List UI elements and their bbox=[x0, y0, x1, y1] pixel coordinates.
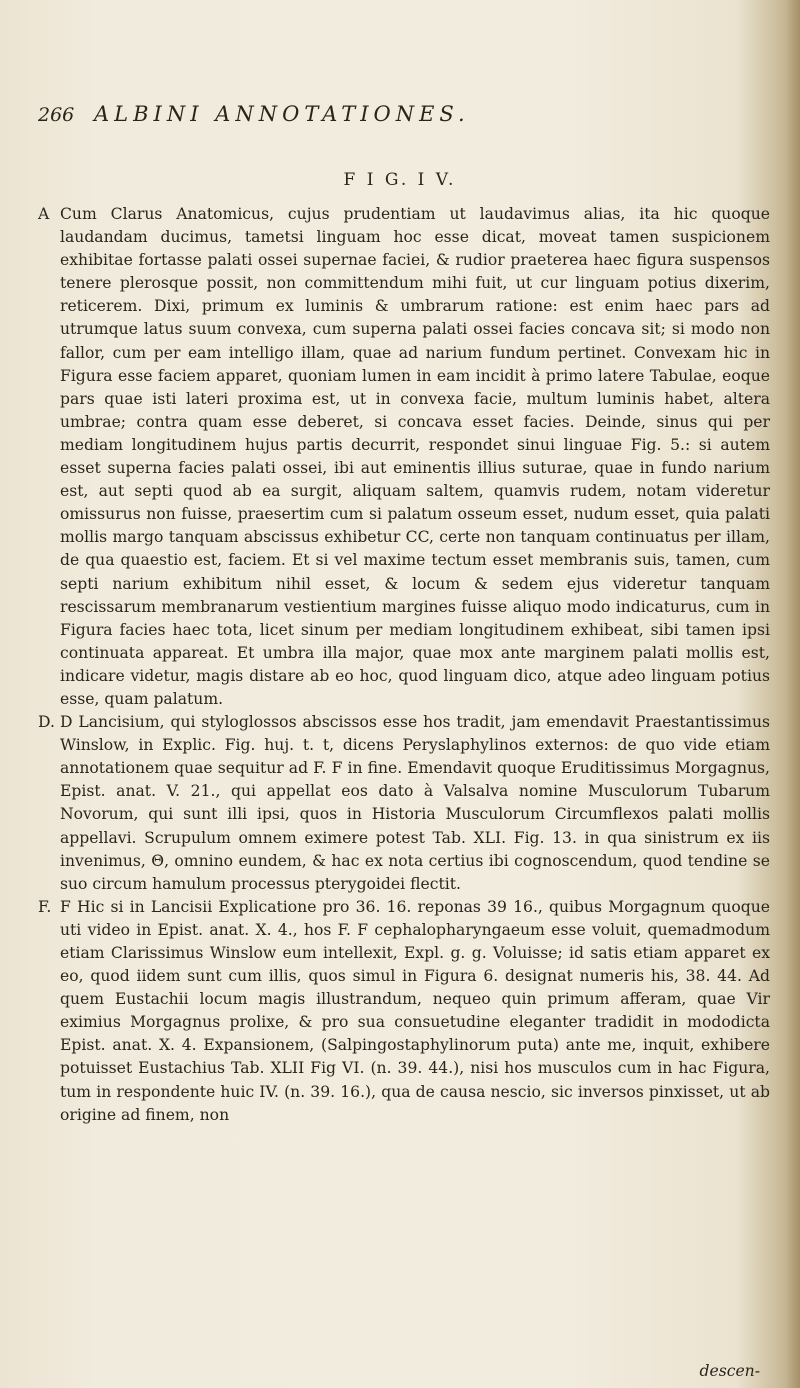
paragraph-a bbox=[38, 203, 770, 711]
page-number: 266 bbox=[38, 104, 75, 126]
paragraph-key: F. bbox=[38, 897, 52, 916]
running-title: ALBINI ANNOTATIONES. bbox=[94, 102, 470, 126]
page-header bbox=[38, 102, 778, 132]
paragraph-key: A bbox=[38, 205, 50, 223]
paragraph-d bbox=[38, 711, 770, 896]
paragraph-f bbox=[38, 896, 770, 1127]
paragraph-key: D. bbox=[38, 713, 55, 732]
figure-title: F I G. I V. bbox=[343, 170, 457, 190]
paragraph-text: Cum Clarus Anatomicus, cujus prudentiam ut laudavimus alias, ita hic quoque laudandam ducimus, tametsi linguam hoc esse dicat, moveat tamen suspicionem exhibitae fortasse palati ossei supernae faciei, & rudior praeterea haec figura suspensos tenere plerosque possit, non committendum mihi fuit, ut cur linguam potius dixerim, reticerem. Dixi, primum ex luminis & umbrarum ratione: est enim haec pars ad utrumque latus suum convexa, cum superna palati ossei facies concava sit; si modo non fallor, cum per eam intelligo illam, quae ad narium fundum pertinet. Convexam hic in Figura esse faciem apparet, quoniam lumen in eam incidit à primo latere Tabulae, eoque pars quae isti lateri proxima est, ut in convexa facie, multum luminis habet, altera umbrae; contra quam esse deberet, si concava esset facies. Deinde, sinus qui per mediam longitudinem hujus partis decurrit, respondet sinui linguae Fig. 5.: si autem esset superna facies palati ossei, ibi aut eminentis illius suturae, quae in fundo narium est, aut septi quod ab ea surgit, aliquam saltem, quamvis rudem, notam videretur omissurus non fuisse, praesertim cum si palatum osseum esset, nudum esset, quia palati mollis margo tanquam abscissus exhibetur CC, certe non tanquam continuatus per illam, de qua quaestio est, faciem. Et si vel maxime tectum esset membranis suis, tamen, cum septi narium exhibitum nihil esset, & locum & sedem ejus videretur tanquam rescissarum membranarum vestientium margines fuisse aliquo modo indicaturus, cum in Figura facies haec tota, licet sinum per mediam longitudinem exhibeat, sibi tamen ipsi continuata appareat. Et umbra illa major, quae mox ante marginem palati mollis est, indicare videtur, magis distare ab eo hoc, quod linguam dico, atque adeo linguam potius esse, quam palatum. bbox=[60, 205, 770, 708]
body-text bbox=[38, 203, 770, 1127]
catchword: descen- bbox=[699, 1362, 760, 1380]
paragraph-text: D Lancisium, qui styloglossos abscissos esse hos tradit, jam emendavit Praestantissimus Winslow, in Explic. Fig. huj. t. t, dicens Peryslaphylinos externos: de quo vide etiam annotationem quae sequitur ad F. F in fine. Emendavit quoque Eruditissimus Morgagnus, Epist. anat. V. 21., qui appellat eos dato à Valsalva nomine Musculorum Tubarum Novorum, qui sunt illi ipsi, quos in Historia Musculorum Circumflexos palati mollis appellavi. Scrupulum omnem eximere potest Tab. XLI. Fig. 13. in qua sinistrum ex iis invenimus, Θ, omnino eundem, & hac ex nota certius ibi cognoscendum, quod tendine se suo circum hamulum processus pterygoidei flectit. bbox=[60, 713, 770, 893]
page-edge-shadow bbox=[786, 0, 800, 1388]
paragraph-text: F Hic si in Lancisii Explicatione pro 36. 16. reponas 39 16., quibus Morgagnum quoque uti video in Epist. anat. X. 4., hos F. F cephalopharyngaeum esse voluit, quemadmodum etiam Clarissimus Winslow eum intellexit, Expl. g. g. Voluisse; id satis etiam apparet ex eo, quod iidem sunt cum illis, quos simul in Figura 6. designat numeris his, 38. 44. Ad quem Eustachii locum magis illustrandum, nequeo quin primum afferam, quae Vir eximius Morgagnus prolixe, & pro sua consuetudine eleganter tradidit in mododicta Epist. anat. X. 4. Expansionem, (Salpingostaphylinorum puta) ante me, inquit, exhibere potuisset Eustachius Tab. XLII Fig VI. (n. 39. 44.), nisi hos musculos cum in hac Figura, tum in respondente huic IV. (n. 39. 16.), qua de causa nescio, sic inversos pinxisset, ut ab origine ad finem, non bbox=[60, 897, 770, 1124]
